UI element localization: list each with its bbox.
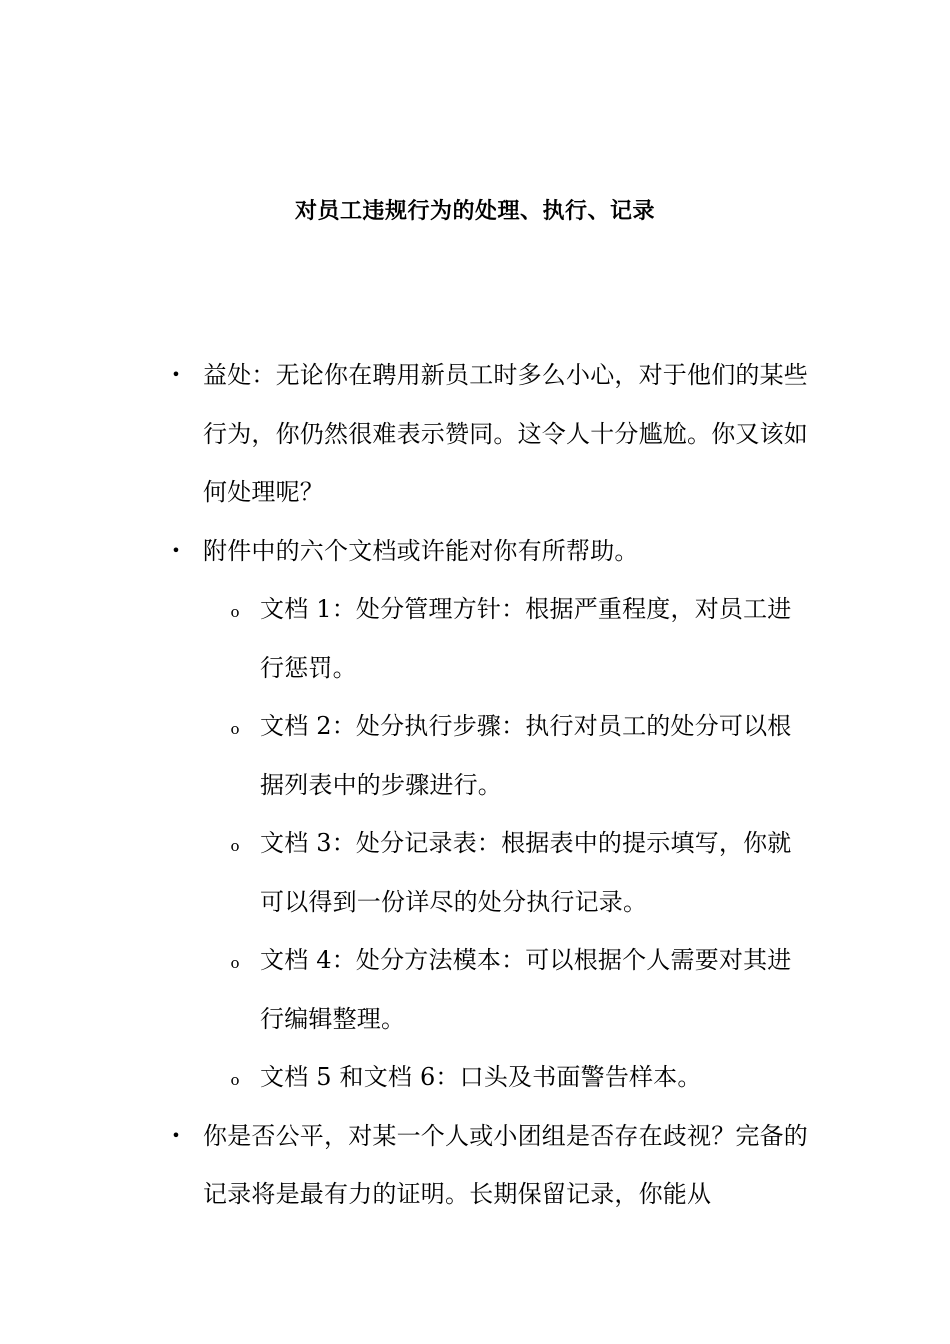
sub-item-text: 文档 5 和文档 6：口头及书面警告样本。: [260, 1063, 702, 1091]
bullet-text: 附件中的六个文档或许能对你有所帮助。: [203, 536, 639, 565]
bullet-icon: •: [171, 1125, 181, 1145]
sub-bullet-icon: o: [230, 837, 240, 855]
sub-bullet-icon: o: [230, 603, 240, 621]
sub-item-document-5-6: [230, 1048, 808, 1107]
bullet-text: 你是否公平，对某一个人或小团组是否存在歧视？完备的记录将是最有力的证明。长期保留记录，你能从: [203, 1121, 808, 1208]
bullet-item-benefit: [171, 346, 808, 522]
document-body: [0, 346, 950, 1224]
sub-item-text: 文档 4：处分方法模本：可以根据个人需要对其进行编辑整理。: [260, 946, 792, 1033]
sub-item-document-1: [230, 580, 808, 697]
bullet-icon: •: [171, 540, 181, 560]
document-title: 对员工违规行为的处理、执行、记录: [294, 199, 655, 224]
sub-item-text: 文档 2：处分执行步骤：执行对员工的处分可以根据列表中的步骤进行。: [260, 712, 792, 799]
sub-item-text: 文档 3：处分记录表：根据表中的提示填写，你就可以得到一份详尽的处分执行记录。: [260, 829, 792, 916]
sub-item-document-3: [230, 814, 808, 931]
bullet-text: 益处：无论你在聘用新员工时多么小心，对于他们的某些行为，你仍然很难表示赞同。这令人十分尴尬。你又该如何处理呢？: [203, 361, 808, 506]
sub-bullet-icon: o: [230, 1071, 240, 1089]
sub-bullet-icon: o: [230, 720, 240, 738]
bullet-item-attachments: [171, 522, 808, 581]
sub-bullet-icon: o: [230, 954, 240, 972]
bullet-icon: •: [171, 365, 181, 384]
bullet-item-fairness: [171, 1107, 808, 1224]
sub-item-text: 文档 1：处分管理方针：根据严重程度，对员工进行惩罚。: [260, 595, 792, 682]
sub-item-document-2: [230, 697, 808, 814]
sub-item-document-4: [230, 931, 808, 1048]
